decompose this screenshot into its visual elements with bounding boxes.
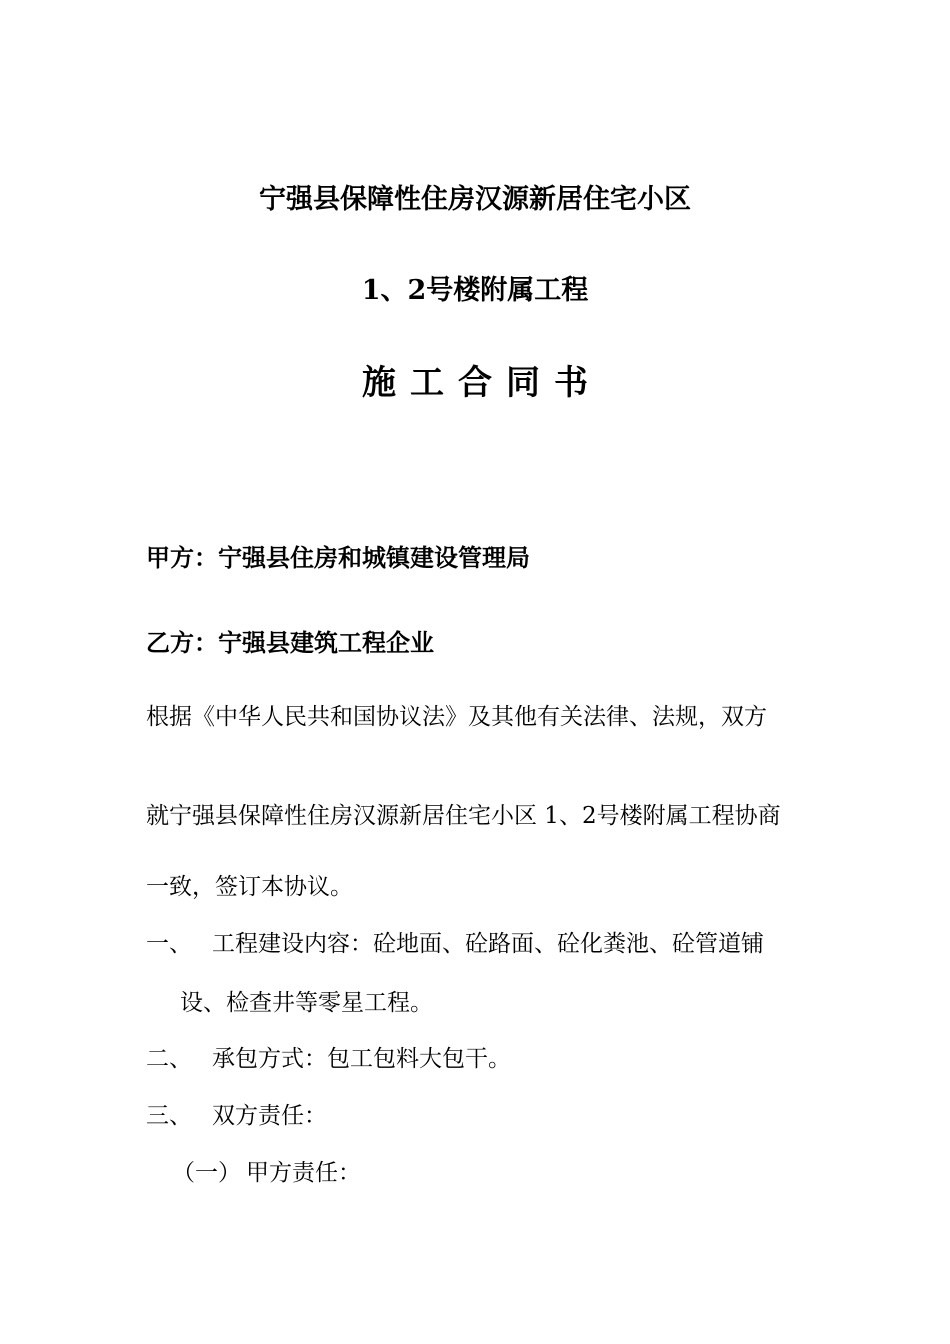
clause-text: 工程建设内容：砼地面、砼路面、砼化粪池、砼管道铺 [212,931,764,957]
contract-title: 施工合同书 [362,363,602,403]
preamble-line-2: 就宁强县保障性住房汉源新居住宅小区 1、2号楼附属工程协商 [146,803,781,829]
clause-text: 承包方式：包工包料大包干。 [212,1046,511,1072]
clause-text: 双方责任： [212,1103,327,1129]
subclause-text: 甲方责任： [246,1160,361,1186]
subclause-number: （一） [172,1160,241,1186]
preamble-line-1: 根据《中华人民共和国协议法》及其他有关法律、法规，双方 [146,704,767,730]
title-line-2: 1、2号楼附属工程 [361,275,589,306]
party-b: 乙方：宁强县建筑工程企业 [146,628,434,657]
clause-number: 二、 [146,1046,192,1072]
party-a: 甲方：宁强县住房和城镇建设管理局 [146,543,530,572]
clause-number: 三、 [146,1103,192,1129]
clause-1-continuation: 设、检查井等零星工程。 [180,990,433,1016]
title-line-1: 宁强县保障性住房汉源新居住宅小区 [259,184,691,215]
clause-number: 一、 [146,931,192,957]
preamble-line-3: 一致，签订本协议。 [146,874,353,900]
